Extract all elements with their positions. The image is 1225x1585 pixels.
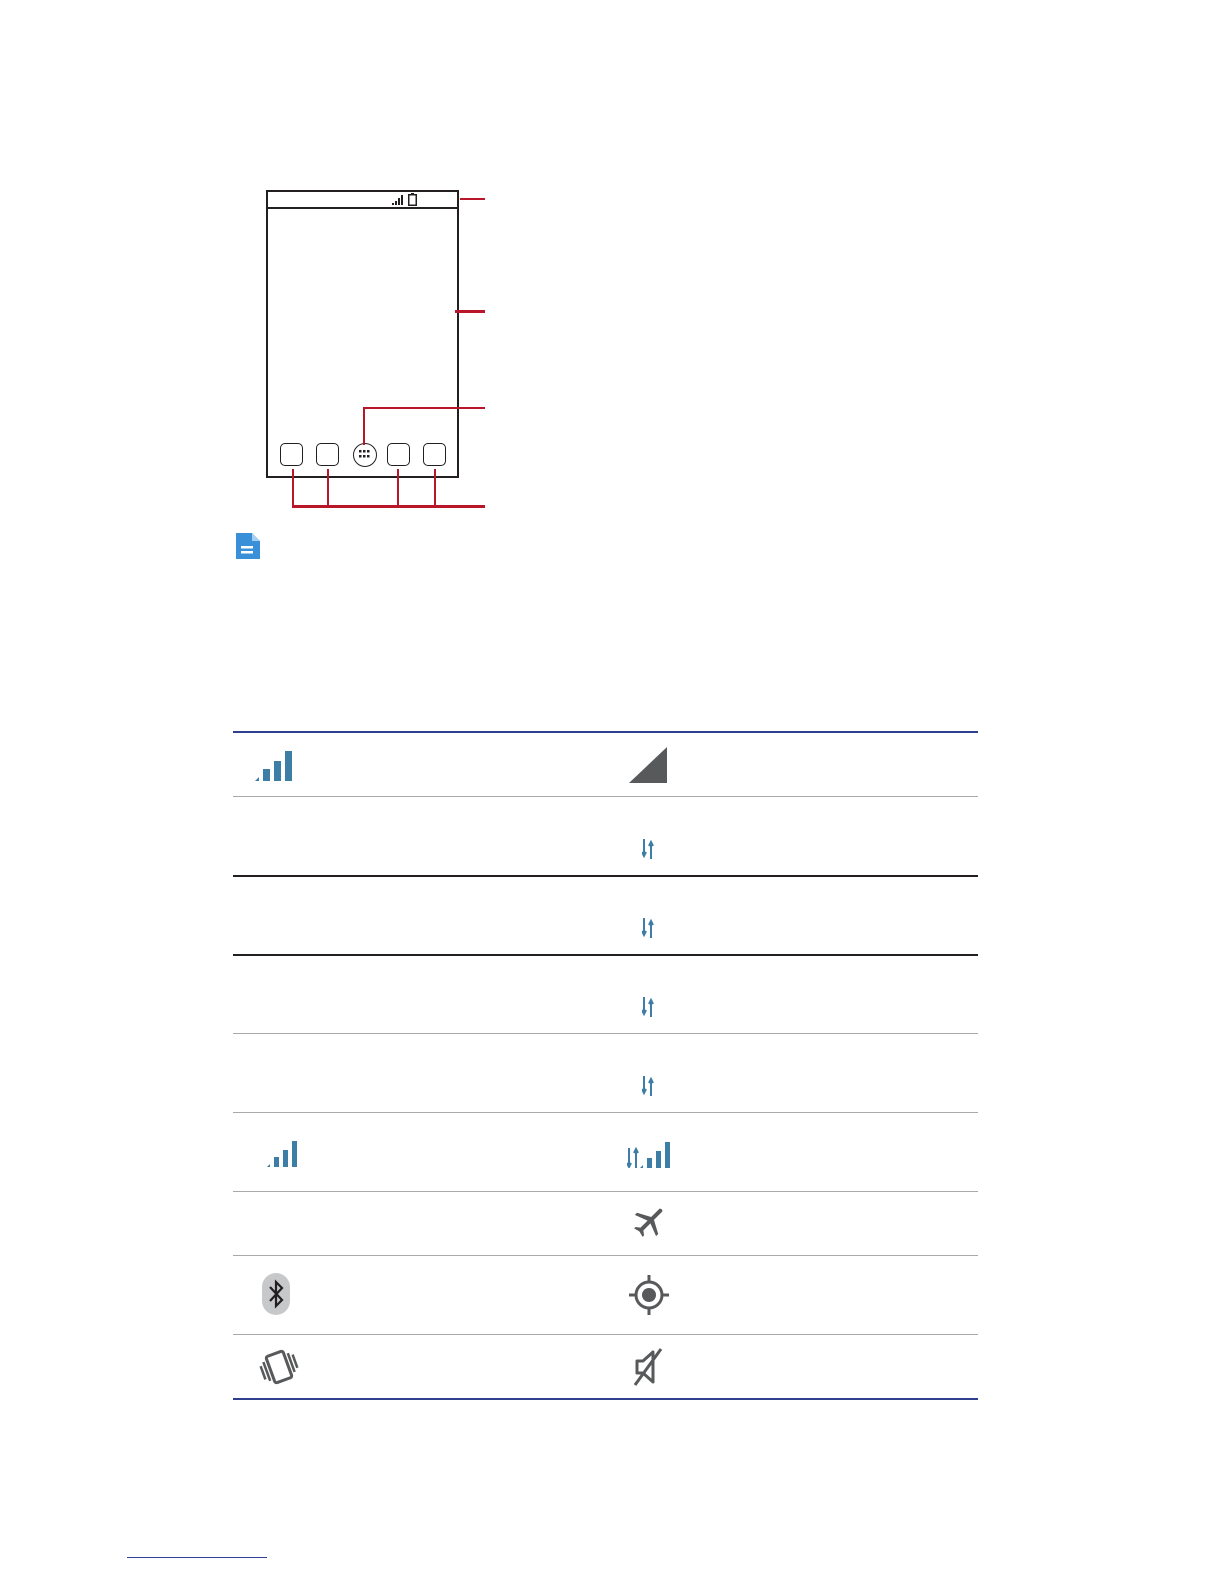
dock-callout-horizontal — [292, 505, 485, 508]
table-row-divider — [233, 1033, 978, 1034]
dock-callout-tick — [434, 469, 436, 507]
bluetooth-icon — [262, 1273, 290, 1315]
table-row-divider — [233, 1334, 978, 1335]
all-apps-callout-vertical — [363, 407, 365, 445]
table-row-divider — [233, 1191, 978, 1192]
dock-callout-tick — [292, 469, 294, 507]
vibrate-icon — [257, 1348, 301, 1386]
data-signal-icon — [627, 1140, 675, 1168]
table-row-divider — [233, 1255, 978, 1256]
signal-strength-icon — [267, 1139, 301, 1167]
data-transfer-icon — [642, 839, 656, 859]
dock-callout-tick — [397, 469, 399, 507]
all-apps-callout-horizontal — [363, 407, 485, 409]
table-row-divider — [233, 875, 978, 877]
footer-link-underline — [127, 1557, 267, 1558]
table-row-divider — [233, 1112, 978, 1113]
display-area-callout — [455, 310, 485, 313]
grid-dots-icon — [359, 450, 370, 459]
dock-shortcut-icon[interactable] — [387, 443, 410, 466]
note-icon — [234, 531, 262, 561]
dock-shortcut-icon[interactable] — [316, 443, 339, 466]
signal-strength-icon — [255, 748, 297, 781]
status-bar-callout — [460, 198, 485, 200]
data-transfer-icon — [642, 918, 656, 938]
battery-icon — [408, 193, 417, 206]
table-row-divider — [233, 796, 978, 797]
airplane-mode-icon — [631, 1203, 667, 1241]
table-bottom-rule — [233, 1398, 978, 1400]
no-signal-icon — [629, 747, 667, 783]
dock-callout-tick — [327, 469, 329, 507]
data-transfer-icon — [642, 997, 656, 1017]
status-icons-table — [233, 731, 978, 1401]
status-bar — [268, 192, 457, 209]
data-transfer-icon — [642, 1076, 656, 1096]
table-row-divider — [233, 954, 978, 956]
dock-shortcut-icon[interactable] — [280, 443, 303, 466]
dock-shortcut-icon[interactable] — [423, 443, 446, 466]
table-top-rule — [233, 731, 978, 733]
all-apps-icon[interactable] — [353, 443, 377, 467]
silent-mode-icon — [631, 1347, 667, 1387]
gps-icon — [629, 1275, 669, 1315]
